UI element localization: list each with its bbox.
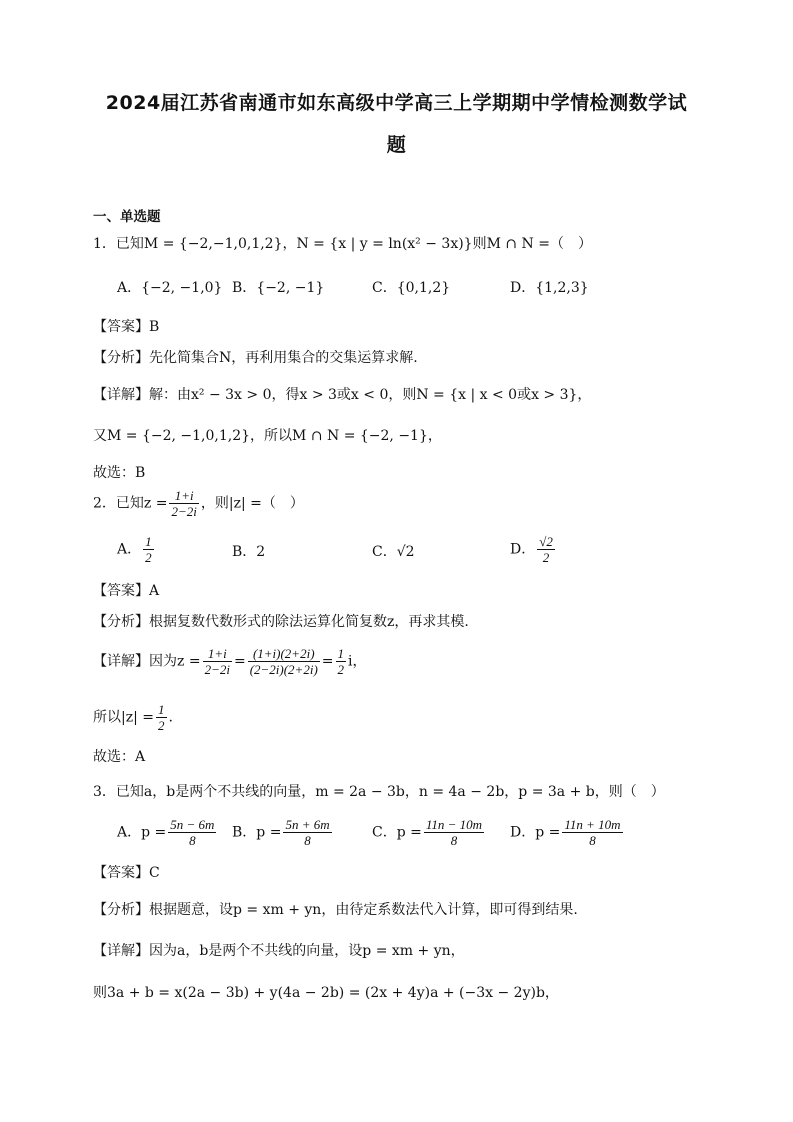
q3-answer: C	[149, 865, 160, 881]
q2-stem-suffix: ，则|z| =（ ）	[200, 495, 304, 512]
detail-label: 【详解】	[93, 943, 149, 959]
q2-modulus-num: 1	[158, 702, 165, 717]
q2-option-b: B．2	[232, 544, 266, 560]
q3-option-a-den: 8	[189, 833, 196, 848]
q3-option-b-fraction	[283, 817, 331, 848]
analysis-label: 【分析】	[93, 614, 149, 630]
q2-detail-frac2-den: (2−2i)(2+2i)	[249, 662, 318, 677]
q1-choice-row	[93, 462, 145, 482]
q2-detail-frac2	[248, 646, 320, 677]
detail-label: 【详解】	[93, 387, 149, 403]
q3-option-b-label: B．p =	[232, 824, 282, 841]
q2-detail-frac3-den: 2	[337, 662, 345, 677]
q1-analysis: 先化简集合N，再利用集合的交集运算求解.	[149, 350, 418, 366]
q2-detail-frac3	[336, 646, 347, 677]
q1-answer: B	[149, 319, 160, 335]
q2-detail-frac1-den: 2−2i	[204, 662, 230, 677]
q1-choice: B	[135, 465, 146, 481]
q2-stem-prefix: 2．已知z =	[93, 495, 168, 512]
answer-label: 【答案】	[93, 583, 149, 599]
q2-detail-frac1-num: 1+i	[203, 646, 232, 662]
q3-option-d-den: 8	[589, 833, 596, 848]
q2-option-d-label: D．	[510, 541, 536, 558]
q2-modulus-suffix: .	[168, 709, 173, 726]
q2-option-a	[117, 534, 156, 565]
q3-option-c-label: C．p =	[372, 824, 422, 841]
analysis-label: 【分析】	[93, 350, 149, 366]
q1-option-b: B．{−2, −1}	[232, 280, 325, 296]
q3-detail2: 则3a + b = x(2a − 3b) + y(4a − 2b) = (2x + 4y)a + (−3x − 2y)b，	[93, 985, 559, 1001]
q2-stem-den: 2−2i	[171, 504, 197, 519]
q1-stem: 1．已知M = {−2,−1,0,1,2}，N = {x | y = ln(x² − 3x)}则M ∩ N =（ ）	[93, 236, 592, 252]
q2-option-a-num: 1	[145, 534, 152, 549]
q2-detail-prefix: 因为z =	[149, 653, 201, 670]
q2-detail-eq2: =	[321, 653, 334, 670]
q3-analysis: 根据题意，设p = xm + yn，由待定系数法代入计算，即可得到结果.	[149, 902, 578, 918]
q3-option-d	[510, 817, 625, 848]
q3-option-d-fraction	[562, 817, 622, 848]
q3-option-c-num: 11n − 10m	[425, 817, 483, 832]
q1-analysis-row	[93, 347, 418, 367]
q1-answer-row	[93, 316, 159, 336]
q2-detail-frac3-num: 1	[337, 646, 345, 661]
q2-option-a-label: A．	[117, 541, 142, 558]
q2-detail-eq1: =	[233, 653, 246, 670]
q1-detail2: 又M = {−2, −1,0,1,2}，所以M ∩ N = {−2, −1}，	[93, 428, 442, 444]
q2-choice-row	[93, 746, 145, 766]
q2-modulus-den: 2	[158, 718, 165, 733]
q2-choice: A	[135, 749, 146, 765]
q3-option-d-num: 11n + 10m	[564, 817, 621, 832]
analysis-label: 【分析】	[93, 902, 149, 918]
q3-option-a	[117, 817, 218, 848]
q2-detail-row	[93, 646, 367, 677]
answer-label: 【答案】	[93, 319, 149, 335]
q2-analysis-row	[93, 611, 469, 631]
answer-label: 【答案】	[93, 865, 149, 881]
q3-analysis-row	[93, 899, 578, 919]
q3-option-a-label: A．p =	[117, 824, 167, 841]
q2-stem	[93, 488, 304, 519]
q3-option-c	[372, 817, 486, 848]
choice-label: 故选：	[93, 749, 135, 765]
q2-option-c: C．√2	[372, 544, 415, 560]
q2-option-a-den: 2	[145, 550, 152, 565]
q2-detail-suffix: i，	[348, 653, 367, 670]
document-title-line2: 题	[386, 134, 407, 156]
detail-label: 【详解】	[93, 653, 149, 670]
q2-option-d	[510, 534, 557, 565]
q3-detail1: 因为a，b是两个不共线的向量，设p = xm + yn，	[149, 943, 465, 959]
q2-analysis: 根据复数代数形式的除法运算化简复数z，再求其模.	[149, 614, 469, 630]
q1-detail1: 解：由x² − 3x > 0，得x > 3或x < 0，则N = {x | x < 0或x > 3}，	[149, 387, 592, 403]
q2-option-d-num: √2	[539, 534, 553, 549]
q3-option-b-den: 8	[304, 833, 311, 848]
q2-answer: A	[149, 583, 160, 599]
q2-answer-row	[93, 580, 159, 600]
section-heading: 一、单选题	[93, 209, 161, 225]
q2-detail-frac1	[203, 646, 232, 677]
q1-option-c: C．{0,1,2}	[372, 280, 451, 296]
q2-option-d-den: 2	[542, 550, 550, 565]
q2-option-a-fraction	[143, 534, 154, 565]
q2-detail-frac2-num: (1+i)(2+2i)	[248, 646, 320, 662]
q2-modulus-row	[93, 702, 173, 733]
q1-option-d: D．{1,2,3}	[510, 280, 589, 296]
q3-option-d-label: D．p =	[510, 824, 561, 841]
q2-stem-fraction	[169, 488, 198, 519]
q2-stem-num: 1+i	[169, 488, 198, 504]
q2-option-d-fraction	[537, 534, 555, 565]
q2-modulus-prefix: 所以|z| =	[93, 709, 154, 726]
q1-option-a: A．{−2, −1,0}	[117, 280, 223, 296]
q3-option-c-fraction	[424, 817, 484, 848]
q3-answer-row	[93, 862, 160, 882]
q3-option-b-num: 5n + 6m	[285, 817, 330, 832]
choice-label: 故选：	[93, 465, 135, 481]
q3-option-b	[232, 817, 334, 848]
q3-stem: 3．已知a，b是两个不共线的向量，m = 2a − 3b，n = 4a − 2b，p = 3a + b，则（ ）	[93, 784, 665, 800]
q1-detail-row	[93, 384, 591, 404]
q3-option-a-fraction	[168, 817, 216, 848]
q3-option-c-den: 8	[450, 833, 458, 848]
q3-option-a-num: 5n − 6m	[170, 817, 215, 832]
document-title-line1: 2024届江苏省南通市如东高级中学高三上学期期中学情检测数学试	[105, 92, 688, 114]
q3-detail-row	[93, 940, 465, 960]
q2-modulus-fraction	[156, 702, 167, 733]
